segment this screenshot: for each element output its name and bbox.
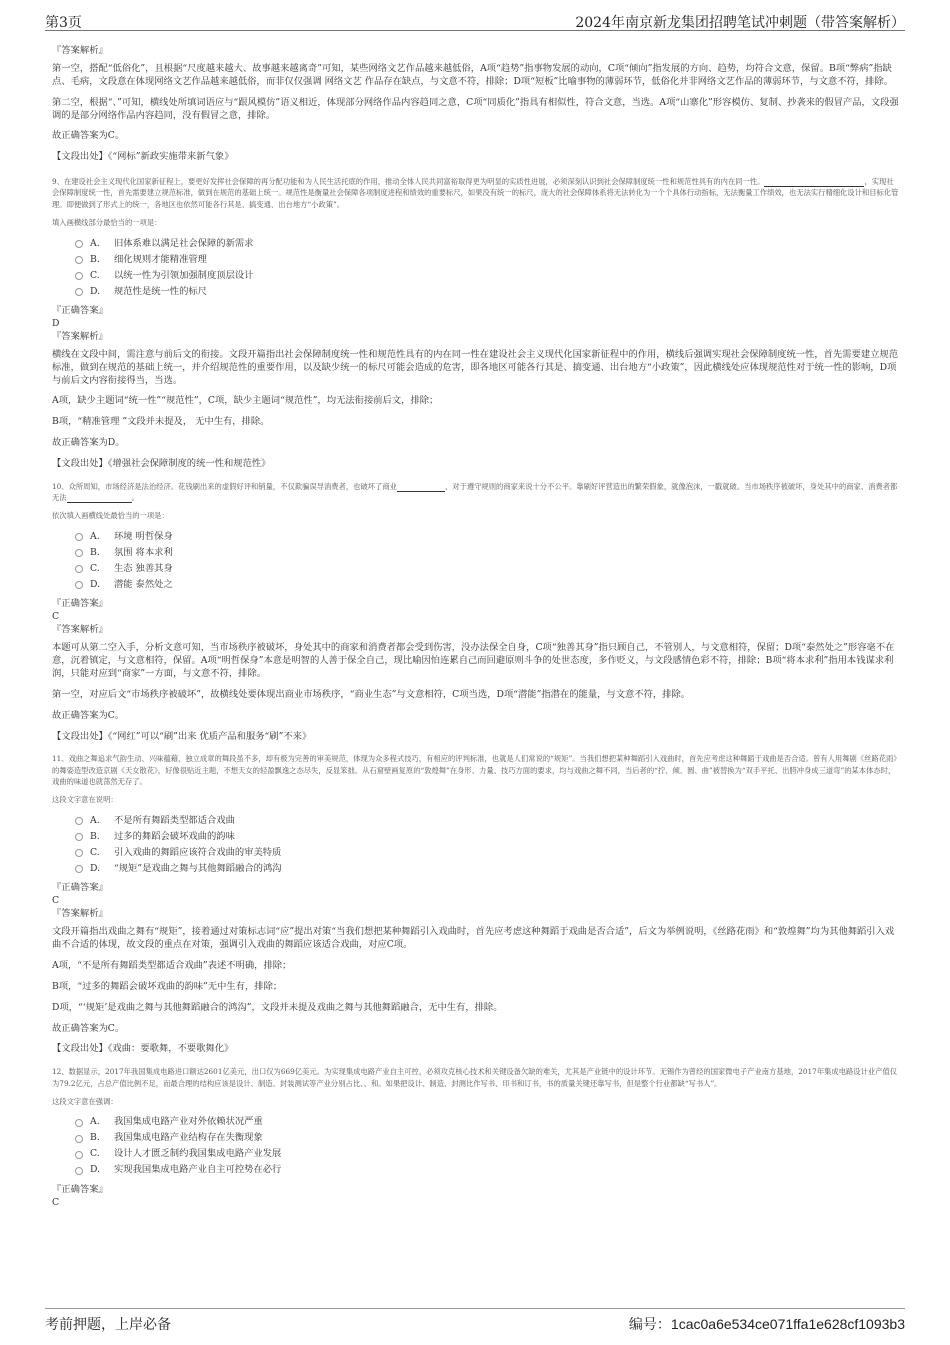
conclusion: 故正确答案为D。 — [52, 437, 125, 449]
footer-slogan: 考前押题，上岸必备 — [45, 1317, 171, 1333]
question-stem: 11、戏曲之舞追求气韵生动、兴味蕴藉，独立成章的舞段虽不多，却有极为完善的审美规范，体现为众多程式技巧，有相应的评判标准，也就是人们常说的“规矩”。当我们想把某种舞蹈引入戏曲时，首先应考虑这种舞蹈于戏曲是否合适。曾有人用舞剧《丝路花雨》的舞姿造型改造京剧《天女散花》，好像很贴近主题，不想天女的轻盈飘逸之态尽失，反显笨拙。从石窟壁画复原的“敦煌舞”在身形、力量、技巧方面的要求，均与戏曲之舞不同，当后者的“拧、倾、圆、曲”被替换为“双手平托、出胯冲身成三道弯”的某本体态时，戏曲的味道也就荡然无存了。 — [52, 754, 897, 787]
analysis-paragraph: D项，“‘规矩’是戏曲之舞与其他舞蹈融合的鸿沟”，文段并未提及戏曲之舞与其他舞蹈融合，无中生有，排除。 — [52, 1001, 503, 1013]
analysis-paragraph: B项，“精准管理 ”文段并未提及， 无中生有，排除。 — [52, 416, 270, 428]
analysis-paragraph: B项，“过多的舞蹈会破坏戏曲的韵味”无中生有，排除； — [52, 980, 283, 992]
page-footer — [45, 1308, 905, 1335]
question-stem: 12、数据显示，2017年我国集成电路进口额达2601亿美元，出口仅为669亿美元。为实现集成电路产业自主可控，必须攻克核心技术和关键设备欠缺的难关，尤其是产业链中的设计环节。无锡作为曾经的国家微电子产业南方基地，2017年集成电路设计业产值仅为79.2亿元，占总产值比例不足，而最合理的结构应该是设计、制造、封装测试等产业分别占比、、和。如果把设计、制造、封测比作写书、印书和订书，书的质量关键还靠写书，但是整个行业都缺“写书人”。 — [52, 1067, 898, 1088]
radio-icon[interactable] — [75, 849, 83, 857]
document-body — [52, 44, 900, 1209]
option-c[interactable]: C. 引入戏曲的舞蹈应该符合戏曲的审美特质 — [75, 845, 900, 861]
source-citation: 【文段出处】《“网标”新政实施带来新气象》 — [52, 151, 234, 163]
question-stem: 10、众所周知，市场经济是法治经济。花钱刷出来的虚假好评和销量，不仅欺骗误导消费者，也破坏了商业 ，对于遵守规则的商家来说十分不公平。靠刷好评营造出的繁荣假象，就像泡沫，一戳就破。当市场秩序被破坏，身处其中的商家、消费者都无法 。 — [52, 481, 898, 503]
analysis-paragraph: 第二空，根据“、”可知，横线处所填词语应与“跟风模仿”语义相近，体现部分网络作品内容趋同之意，C项“同质化”指具有相似性，符合文意，当选。A项“山寨化”形容模仿、复制、抄袭来的假冒产品，文段强调的是部分网络作品内容趋同，没有假冒之意，排除。 — [52, 96, 899, 121]
option-c[interactable]: C. 以统一性为引领加强制度顶层设计 — [75, 268, 900, 284]
analysis-paragraph: 第一空，对应后文“市场秩序被破坏”，故横线处要体现出商业市场秩序，“商业生态”与文意相符，C项当选，D项“潜能”指潜在的能量，与文意不符，排除。 — [52, 688, 691, 700]
radio-icon[interactable] — [75, 272, 83, 280]
radio-icon[interactable] — [75, 256, 83, 264]
question-12 — [52, 1066, 900, 1209]
question-prompt: 填入画横线部分最恰当的一项是： — [52, 217, 162, 227]
conclusion: 故正确答案为C。 — [52, 709, 125, 721]
radio-icon[interactable] — [75, 1151, 83, 1159]
question-prompt: 依次填入画横线处最恰当的一项是： — [52, 511, 169, 521]
answer-tag: 『正确答案』 — [52, 1183, 108, 1195]
options-list — [75, 236, 900, 300]
conclusion: 故正确答案为C。 — [52, 1022, 125, 1034]
answer-tag: 『正确答案』 — [52, 304, 108, 316]
source-citation: 【文段出处】《戏曲：要歌舞，不要歌舞化》 — [52, 1043, 234, 1055]
option-c[interactable]: C. 生态 独善其身 — [75, 561, 900, 577]
option-c[interactable]: C. 设计人才匮乏制约我国集成电路产业发展 — [75, 1147, 900, 1163]
question-stem: 9、在建设社会主义现代化国家新征程上，要更好发挥社会保障的再分配功能和为人民生活托底的作用，推动全体人民共同富裕取得更为明显的实质性进展，必须深刻认识到社会保障制度统一性和规范性具有的内在同一性。 ，实现社会保障制度统一性，首先需要建立规范标准，做到在规范的基础上统一。规范性是衡量社会保障各项制度进程和绩效的重要标尺，如果没有统一的标尺，庞大的社会保障体系将无法转化为一个个具体行动指标，无法衡量工作绩效，也无法实行精细化设计和目标化管理。即便做到了形式上的统一，各地区也依然可能各行其是、搞变通、出台地方“小政策”。 — [52, 176, 899, 209]
analysis-paragraph: A项，缺少主题词“统一性”“规范性”，C项，缺少主题词“规范性”，均无法衔接前后文，排除； — [52, 395, 439, 407]
page-number: 第3页 — [45, 15, 82, 31]
analysis-tag: 『答案解析』 — [52, 624, 108, 636]
answer-tag: 『正确答案』 — [52, 882, 108, 894]
option-b[interactable]: B. 氛围 将本求利 — [75, 545, 900, 561]
question-prompt: 这段文字意在强调： — [52, 1096, 118, 1106]
question-10 — [52, 481, 900, 744]
analysis-tag: 『答案解析』 — [52, 45, 108, 56]
option-a[interactable]: A. 我国集成电路产业对外依赖状况严重 — [75, 1115, 900, 1131]
radio-icon[interactable] — [75, 865, 83, 873]
options-list — [75, 813, 900, 877]
option-b[interactable]: B. 细化规则才能精准管理 — [75, 252, 900, 268]
fill-blank — [397, 483, 445, 492]
source-citation: 【文段出处】《“网红”可以“刷”出来 优质产品和服务“刷”不来》 — [52, 730, 312, 742]
radio-icon[interactable] — [75, 533, 83, 541]
radio-icon[interactable] — [75, 240, 83, 248]
radio-icon[interactable] — [75, 1135, 83, 1143]
document-title: 2024年南京新龙集团招聘笔试冲刺题（带答案解析） — [575, 15, 905, 31]
radio-icon[interactable] — [75, 817, 83, 825]
option-d[interactable]: D. “规矩”是戏曲之舞与其他舞蹈融合的鸿沟 — [75, 861, 900, 877]
analysis-paragraph: 本题可从第二空入手，分析文意可知，当市场秩序被破坏，身处其中的商家和消费者都会受到伤害，没办法保全自身，C项“独善其身”指只顾自己，不管别人，与文意相符，保留；D项“泰然处之”形容毫不在意，沉着镇定，与文意相符，保留。A项“明哲保身”本意是明智的人善于保全自己，现比喻因怕连累自己而回避原则斗争的处世态度，多作贬义，与文段感情色彩不符，排除；B项“将本求利”指用本钱谋求利润，只能对应到“商家”一方面，与文意不符，排除。 — [52, 642, 895, 680]
option-a[interactable]: A. 不是所有舞蹈类型都适合戏曲 — [75, 813, 900, 829]
option-a[interactable]: A. 环境 明哲保身 — [75, 529, 900, 545]
correct-answer: D — [52, 317, 60, 329]
option-d[interactable]: D. 实现我国集成电路产业自主可控势在必行 — [75, 1163, 900, 1179]
question-prompt: 这段文字意在说明： — [52, 795, 118, 805]
option-b[interactable]: B. 过多的舞蹈会破坏戏曲的韵味 — [75, 829, 900, 845]
fill-blank — [67, 494, 132, 503]
option-d[interactable]: D. 潜能 泰然处之 — [75, 577, 900, 593]
document-code: 编号：1cac0a6e534ce071ffa1e628cf1093b3 — [628, 1316, 905, 1333]
answer-tag: 『正确答案』 — [52, 598, 108, 610]
question-9 — [52, 176, 900, 471]
radio-icon[interactable] — [75, 1167, 83, 1175]
analysis-paragraph: 文段开篇指出戏曲之舞有“规矩”，接着通过对策标志词“应”提出对策“当我们想把某种舞蹈引入戏曲时，首先应考虑这种舞蹈于戏曲是否合适”，后文为举例说明，《丝路花雨》和“敦煌舞”均为其他舞蹈引入戏曲不合适的体现，故文段的重点在对策，强调引入戏曲的舞蹈应该适合戏曲，对应C项。 — [52, 926, 895, 951]
radio-icon[interactable] — [75, 581, 83, 589]
analysis-paragraph: 第一空，搭配“低俗化”，且根据“尺度越来越大、故事越来越离奇”可知，某些网络文艺作品越来越低俗，A项“趋势”指事物发展的动向，C项“倾向”指发展的方向、趋势，均符合文意，保留。B项“弊病”指缺点、毛病，文段意在体现网络文艺作品越来越低俗，而非仅仅强调 网络文艺 作品存在缺点，与文意不符，排除；D项“短板”比喻事物的薄弱环节，低俗化并非网络文艺作品的薄弱环节，与文意不符，排除。 — [52, 63, 893, 87]
option-a[interactable]: A. 旧体系难以满足社会保障的新需求 — [75, 236, 900, 252]
conclusion: 故正确答案为C。 — [52, 130, 125, 142]
correct-answer: C — [52, 1196, 60, 1208]
correct-answer: C — [52, 895, 60, 907]
radio-icon[interactable] — [75, 288, 83, 296]
options-list — [75, 529, 900, 593]
question-11 — [52, 753, 900, 1056]
radio-icon[interactable] — [75, 549, 83, 557]
analysis-tag: 『答案解析』 — [52, 330, 108, 342]
radio-icon[interactable] — [75, 1119, 83, 1127]
analysis-paragraph: A项，“不是所有舞蹈类型都适合戏曲”表述不明确，排除； — [52, 960, 292, 972]
analysis-tag: 『答案解析』 — [52, 908, 108, 920]
option-d[interactable]: D. 规范性是统一性的标尺 — [75, 284, 900, 300]
page-header — [45, 8, 905, 31]
analysis-paragraph: 横线在文段中间，需注意与前后文的衔接。文段开篇指出社会保障制度统一性和规范性具有的内在同一性在建设社会主义现代化国家新征程中的作用，横线后强调实现社会保障制度统一性，首先需要建立规范标准，做到在规范的基础上统一，并介绍规范性的重要作用，以及缺少统一的标尺可能会造成的危害，即各地区可能各行其是、搞变通、出台地方“小政策”，因此横线处应体现规范性对于统一性的影响，D项与前后文内容衔接得当，当选。 — [52, 348, 899, 386]
fill-blank — [764, 178, 864, 187]
source-citation: 【文段出处】《增强社会保障制度的统一性和规范性》 — [52, 457, 271, 469]
options-list — [75, 1115, 900, 1179]
option-b[interactable]: B. 我国集成电路产业结构存在失衡现象 — [75, 1131, 900, 1147]
correct-answer: C — [52, 611, 60, 623]
radio-icon[interactable] — [75, 565, 83, 573]
radio-icon[interactable] — [75, 833, 83, 841]
